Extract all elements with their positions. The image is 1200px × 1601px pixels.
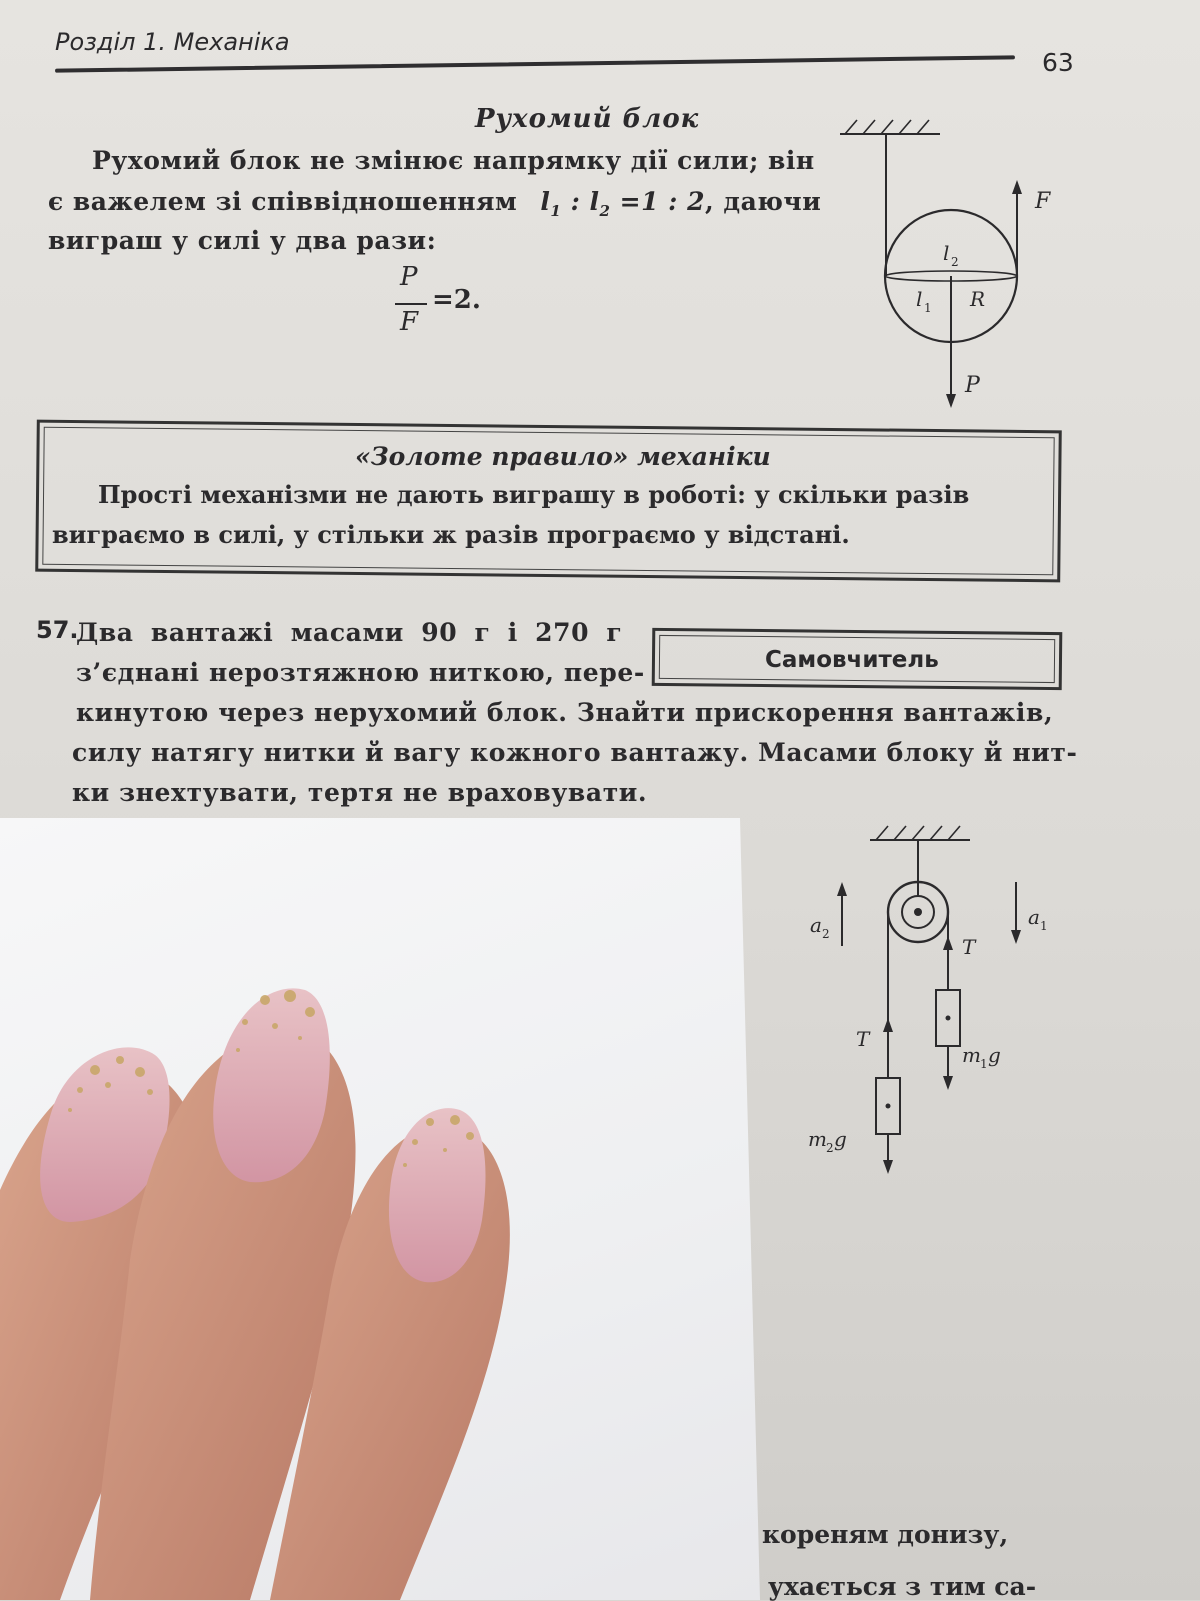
label-m2g: m xyxy=(808,1127,827,1151)
problem-line-4: силу натягу нитки й вагу кожного вантажу. Масами блоку й нит- xyxy=(72,738,1078,767)
svg-text:g: g xyxy=(988,1043,1001,1067)
svg-text:1: 1 xyxy=(1040,919,1048,933)
golden-rule-title: «Золоте правило» механіки xyxy=(355,442,771,471)
ratio-tail: , даючи xyxy=(705,187,822,216)
fraction-bar xyxy=(395,303,427,305)
label-F: F xyxy=(1035,189,1051,214)
svg-text:2: 2 xyxy=(822,927,830,941)
label-T-right: T xyxy=(962,935,976,959)
problem-line-3: кинутою через нерухомий блок. Знайти прискорення вантажів, xyxy=(76,698,1054,727)
svg-text:2: 2 xyxy=(951,255,959,269)
pulley-text-line-2a: є важелем зі співвідношенням xyxy=(48,187,518,216)
formula-numerator: P xyxy=(400,262,418,292)
bottom-fragment-1: кореням донизу, xyxy=(762,1520,1009,1549)
svg-text:1: 1 xyxy=(980,1057,988,1071)
atwood-machine-diagram xyxy=(800,820,1070,1180)
label-R: R xyxy=(970,287,986,311)
page-number: 63 xyxy=(1042,48,1074,77)
formula-denominator: F xyxy=(400,307,419,337)
label-T-left: T xyxy=(856,1027,870,1051)
header-rule xyxy=(55,55,1015,72)
svg-text:1: 1 xyxy=(924,301,932,315)
label-P: P xyxy=(965,373,980,398)
section-header: Розділ 1. Механіка xyxy=(55,28,290,56)
pulley-text-line-2 xyxy=(48,187,821,220)
label-a1: a xyxy=(1028,905,1040,929)
hand-with-nails xyxy=(0,960,560,1600)
problem-line-2: з’єднані нерозтяжною ниткою, пере- xyxy=(76,658,645,687)
pulley-text-line-1: Рухомий блок не змінює напрямку дії сили; він xyxy=(92,146,815,175)
problem-number: 57. xyxy=(36,616,79,644)
movable-pulley-diagram xyxy=(830,110,1060,410)
self-study-badge: Самовчитель xyxy=(765,647,939,673)
svg-text:2: 2 xyxy=(826,1141,834,1155)
golden-rule-line-1: Прості механізми не дають виграшу в роботі: у скільки разів xyxy=(98,480,970,509)
golden-rule-line-2: виграємо в силі, у стільки ж разів програємо у відстані. xyxy=(52,520,850,549)
problem-line-1: Два вантажі масами 90 г і 270 г xyxy=(76,618,623,647)
pulley-text-line-3: виграш у силі у два рази: xyxy=(48,226,437,255)
formula-result: =2. xyxy=(432,285,481,315)
problem-line-5: ки знехтувати, тертя не враховувати. xyxy=(72,778,648,807)
ratio-formula: $l_1$ : $l_2 =1$ : 2 xyxy=(540,187,706,220)
label-m1g: m xyxy=(962,1043,981,1067)
bottom-fragment-2: ухається з тим са- xyxy=(768,1572,1037,1601)
movable-pulley-title: Рухомий блок xyxy=(475,104,700,134)
label-a2: a xyxy=(810,913,822,937)
label-l2: l xyxy=(943,241,950,265)
svg-text:g: g xyxy=(834,1127,847,1151)
label-l1: l xyxy=(916,287,923,311)
